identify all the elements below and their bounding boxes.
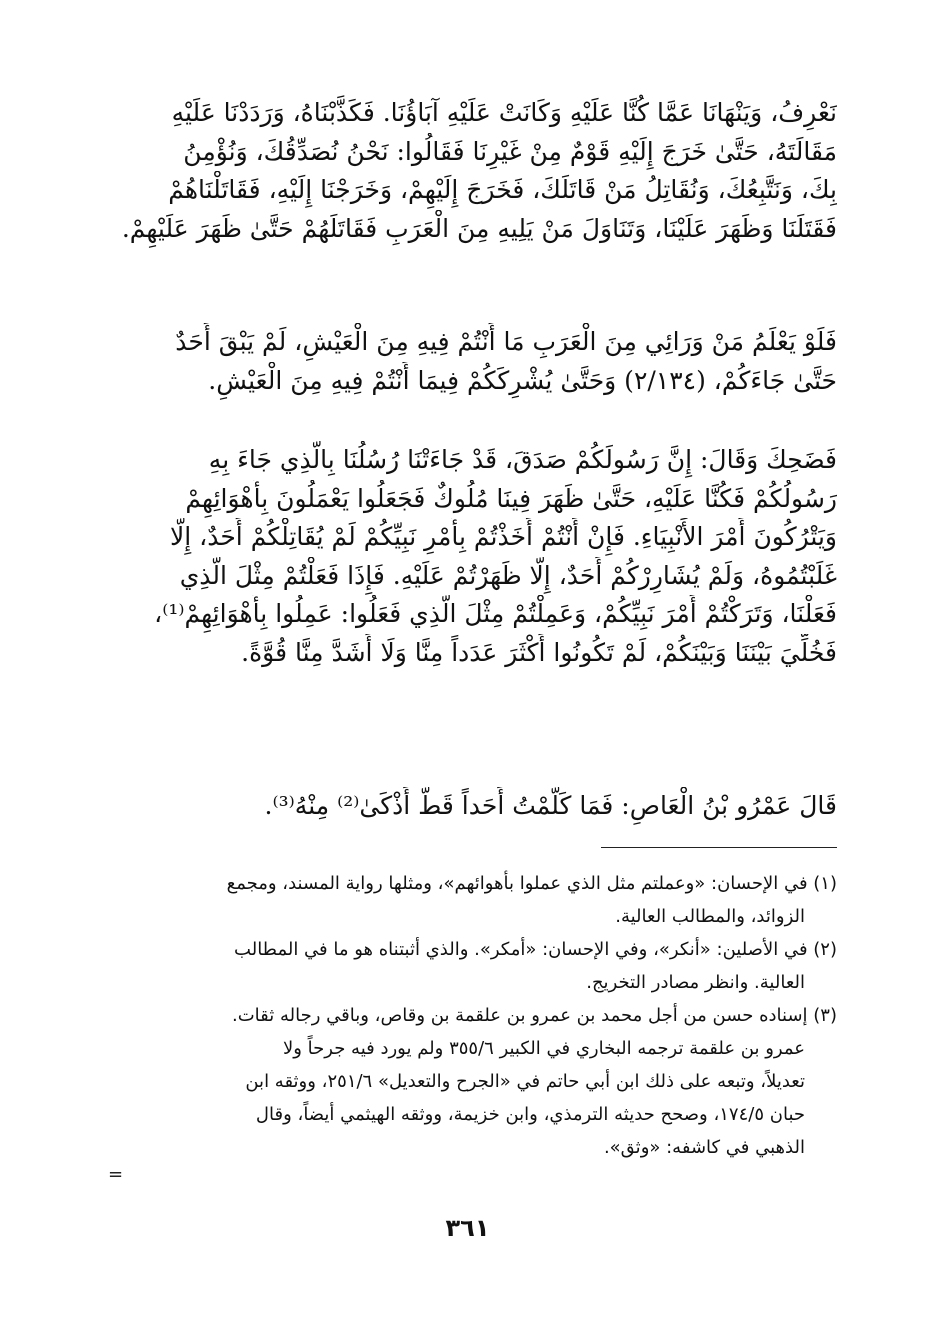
footnote-line: تعديلاً، وتبعه على ذلك ابن أبي حاتم في «الجرح والتعديل» ٢٥١/٦، ووثقه ابن [245,1071,805,1092]
text-line: وَيَتْرُكُونَ أَمْرَ الأَنْبِيَاءِ. فَإِنْ أَنْتُمْ أَخَذْتُمْ بِأَمْرِ نَبِيِّكُمْ لَمْ يُقَاتِلْكُمْ أَحَدٌ، إِلَّا [170,522,837,551]
footnote-line: العالية. وانظر مصادر التخريج. [586,972,805,993]
page-number: ٣٦١ [445,1214,490,1242]
text-line: فَعَلْنَا، وَتَرَكْتُمْ أَمْرَ نَبِيِّكُمْ، وَعَمِلْتُمْ مِثْلَ الَّذِي فَعَلُوا: عَمِلُوا بِأَهْوَائِهِمْ⁽¹⁾، [154,599,837,628]
paragraph-2 [97,323,837,400]
footnote-line: (٢) في الأصلين: «أنكر»، وفي الإحسان: «أمكر». والذي أثبتناه هو ما في المطالب [234,939,837,960]
footnote-line: الزوائد، والمطالب العالية. [615,906,805,927]
text-line: قَالَ عَمْرُو بْنُ الْعَاصِ: فَمَا كَلَّمْتُ أَحَداً قَطُّ أَذْكَىٰ⁽²⁾ مِنْهُ⁽³⁾. [264,791,837,820]
text-line: نَعْرِفُ، وَيَنْهَانَا عَمَّا كُنَّا عَلَيْهِ وَكَانَتْ عَلَيْهِ آبَاؤُنَا. فَكَذَّبْنَاهُ، وَرَدَدْنَا عَلَيْهِ [171,98,837,127]
text-line: بِكَ، وَنَتَّبِعُكَ، وَنُقَاتِلُ مَنْ قَاتَلَكَ، فَخَرَجَ إِلَيْهِمْ، وَخَرَجْنَا إِلَيْهِ، فَقَاتَلْنَاهُمْ [168,175,837,204]
paragraph-4 [97,787,837,826]
footnote-line: حبان ١٧٤/٥، وصحح حديثه الترمذي، وابن خزيمة، ووثقه الهيثمي أيضاً، وقال [255,1104,805,1125]
text-line: فَلَوْ يَعْلَمُ مَنْ وَرَائِي مِنَ الْعَرَبِ مَا أَنْتُمْ فِيهِ مِنَ الْعَيْشِ، لَمْ يَبْقَ أَحَدٌ [175,327,837,356]
footnote-line: (٣) إسناده حسن من أجل محمد بن عمرو بن علقمة بن وقاص، وباقي رجاله ثقات. [232,1005,837,1026]
continuation-mark: = [108,1164,124,1185]
footnote-line: الذهبي في كاشفه: «وثق». [603,1137,805,1158]
footnote-1 [93,867,837,933]
footnote-separator [601,847,837,848]
text-line: فَخُلِّيَ بَيْنَنَا وَبَيْنَكُمْ، لَمْ تَكُونُوا أَكْثَرَ عَدَداً مِنَّا وَلَا أَشَدَّ مِنَّا قُوَّةً. [241,637,837,667]
text-line: فَقَتَلَنَا وَظَهَرَ عَلَيْنَا، وَتَنَاوَلَ مَنْ يَلِيهِ مِنَ الْعَرَبِ فَقَاتَلَهُمْ حَتَّىٰ ظَهَرَ عَلَيْهِمْ. [121,213,837,243]
footnote-2 [93,933,837,999]
text-line: حَتَّىٰ جَاءَكُمْ، (٢/١٣٤) وَحَتَّىٰ يُشْرِكَكُمْ فِيمَا أَنْتُمْ فِيهِ مِنَ الْعَيْشِ. [208,365,837,395]
text-line: غَلَبْتُمُوهُ، وَلَمْ يُشَارِرْكُمْ أَحَدٌ، إِلَّا ظَهَرْتُمْ عَلَيْهِ. فَإِذَا فَعَلْتُمْ مِثْلَ الَّذِي [179,560,837,590]
text-line: فَضَحِكَ وَقَالَ: إِنَّ رَسُولَكُمْ صَدَقَ، قَدْ جَاءَتْنَا رُسُلُنَا بِالَّذِي جَاءَ بِهِ [208,445,837,474]
paragraph-1 [97,94,837,248]
footnotes [93,867,837,1164]
paragraph-3 [97,441,837,672]
text-line: مَقَالَتَهُ، حَتَّىٰ خَرَجَ إِلَيْهِ قَوْمٌ مِنْ غَيْرِنَا فَقَالُوا: نَحْنُ نُصَدِّقُكَ، وَنُؤْمِنُ [183,136,837,166]
text-line: رَسُولُكُمْ فَكُنَّا عَلَيْهِ، حَتَّىٰ ظَهَرَ فِينَا مُلُوكٌ فَجَعَلُوا يَعْمَلُونَ بِأَهْوَائِهِمْ [185,483,837,513]
footnote-3 [93,999,837,1164]
footnote-line: (١) في الإحسان: «وعملتم مثل الذي عملوا بأهوائهم»، ومثلها رواية المسند، ومجمع [226,873,837,894]
footnote-line: عمرو بن علقمة ترجمه البخاري في الكبير ٣٥٥/٦ ولم يورد فيه جرحاً ولا [282,1038,805,1059]
